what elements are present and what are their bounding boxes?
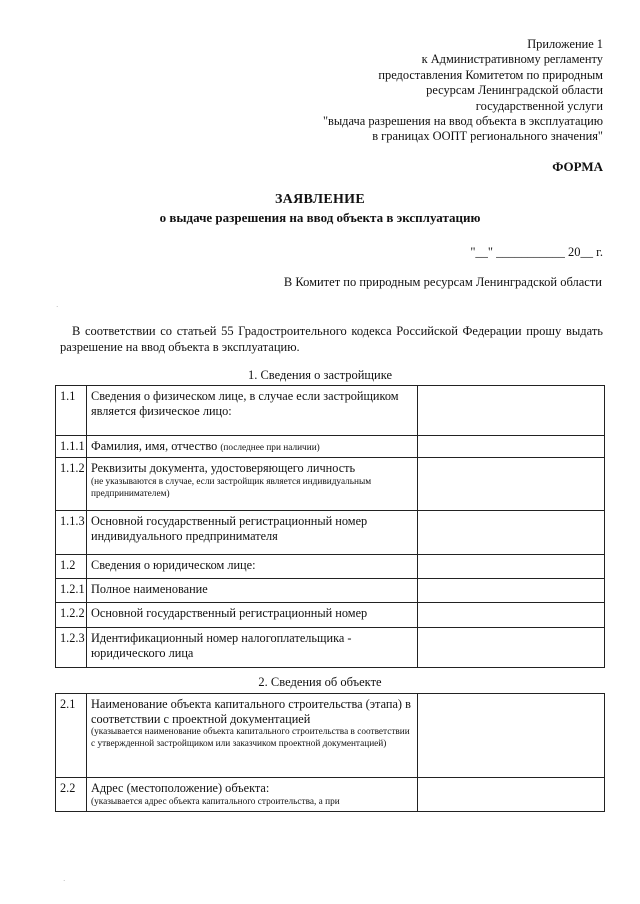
developer-info-table [55,385,605,668]
intro-text: В соответствии со статьей 55 Градостроительного кодекса Российской Федерации прошу выдать разрешение на ввод объекта в эксплуатацию. [60,324,603,354]
table-row [56,628,605,668]
row-number: 2.2 [56,778,87,812]
value-cell[interactable] [418,511,605,555]
row-label-cell [87,778,418,812]
table-row [56,436,605,458]
row-number: 2.1 [56,694,87,778]
intro-paragraph [60,323,603,355]
form-label: ФОРМА [552,159,603,174]
row-number: 1.1 [56,386,87,436]
header-line: к Административному регламенту [421,52,603,67]
table-row [56,694,605,778]
scan-speck: · [56,303,59,311]
row-label: Наименование объекта капитального строительства (этапа) в соответствии с проектной документацией [91,697,411,726]
row-note: (указывается наименование объекта капитального строительства в соответствии с утвержденной застройщиком или заказчиком проектной документацией) [91,727,410,749]
row-label: Адрес (местоположение) объекта: [91,781,270,795]
row-label-cell [87,458,418,511]
table-row [56,386,605,436]
table-row [56,511,605,555]
row-number: 1.1.1 [56,436,87,458]
value-cell[interactable] [418,555,605,579]
table-row [56,555,605,579]
header-line: ресурсам Ленинградской области [426,83,603,98]
header-line: государственной услуги [475,98,603,113]
row-number: 1.1.2 [56,458,87,511]
value-cell[interactable] [418,386,605,436]
row-label: Реквизиты документа, удостоверяющего личность [91,461,356,475]
value-cell[interactable] [418,778,605,812]
row-label: Сведения о юридическом лице: [87,555,418,579]
table-row [56,603,605,628]
value-cell[interactable] [418,436,605,458]
row-number: 1.2.2 [56,603,87,628]
value-cell[interactable] [418,694,605,778]
row-note: (не указываются в случае, если застройщик является индивидуальным предпринимателем) [91,476,372,499]
date-line[interactable]: "__" ___________ 20__ г. [470,245,603,259]
row-label: Сведения о физическом лице, в случае если застройщиком является физическое лицо: [87,386,418,436]
scan-speck: · [63,877,66,885]
row-number: 1.2 [56,555,87,579]
row-label-cell [87,436,418,458]
table-row [56,778,605,812]
value-cell[interactable] [418,603,605,628]
row-label: Основной государственный регистрационный номер индивидуального предпринимателя [87,511,418,555]
row-number: 1.2.1 [56,579,87,603]
document-subtitle: о выдаче разрешения на ввод объекта в эксплуатацию [159,210,481,225]
header-line: "выдача разрешения на ввод объекта в эксплуатацию [322,114,603,129]
row-number: 1.2.3 [56,628,87,668]
row-label: Полное наименование [87,579,418,603]
row-label-cell [87,694,418,778]
addressee: В Комитет по природным ресурсам Ленинградской области [283,275,602,289]
header-line: предоставления Комитетом по природным [378,67,603,82]
appendix-header [323,37,603,145]
row-note: (указывается адрес объекта капитального строительства, а при [91,796,340,807]
header-line: Приложение 1 [527,37,603,51]
object-info-table [55,693,605,812]
value-cell[interactable] [418,458,605,511]
row-number: 1.1.3 [56,511,87,555]
document-title: ЗАЯВЛЕНИЕ [274,192,365,207]
header-line: в границах ООПТ регионального значения" [372,129,603,144]
value-cell[interactable] [418,579,605,603]
row-label: Идентификационный номер налогоплательщика - юридического лица [87,628,418,668]
row-label: Фамилия, имя, отчество [91,439,218,453]
table-row [56,579,605,603]
table-row [56,458,605,511]
row-inline-note: (последнее при наличии) [220,443,320,453]
section2-title: 2. Сведения об объекте [258,675,382,689]
row-label: Основной государственный регистрационный номер [87,603,418,628]
section1-title: 1. Сведения о застройщике [247,368,393,382]
value-cell[interactable] [418,628,605,668]
